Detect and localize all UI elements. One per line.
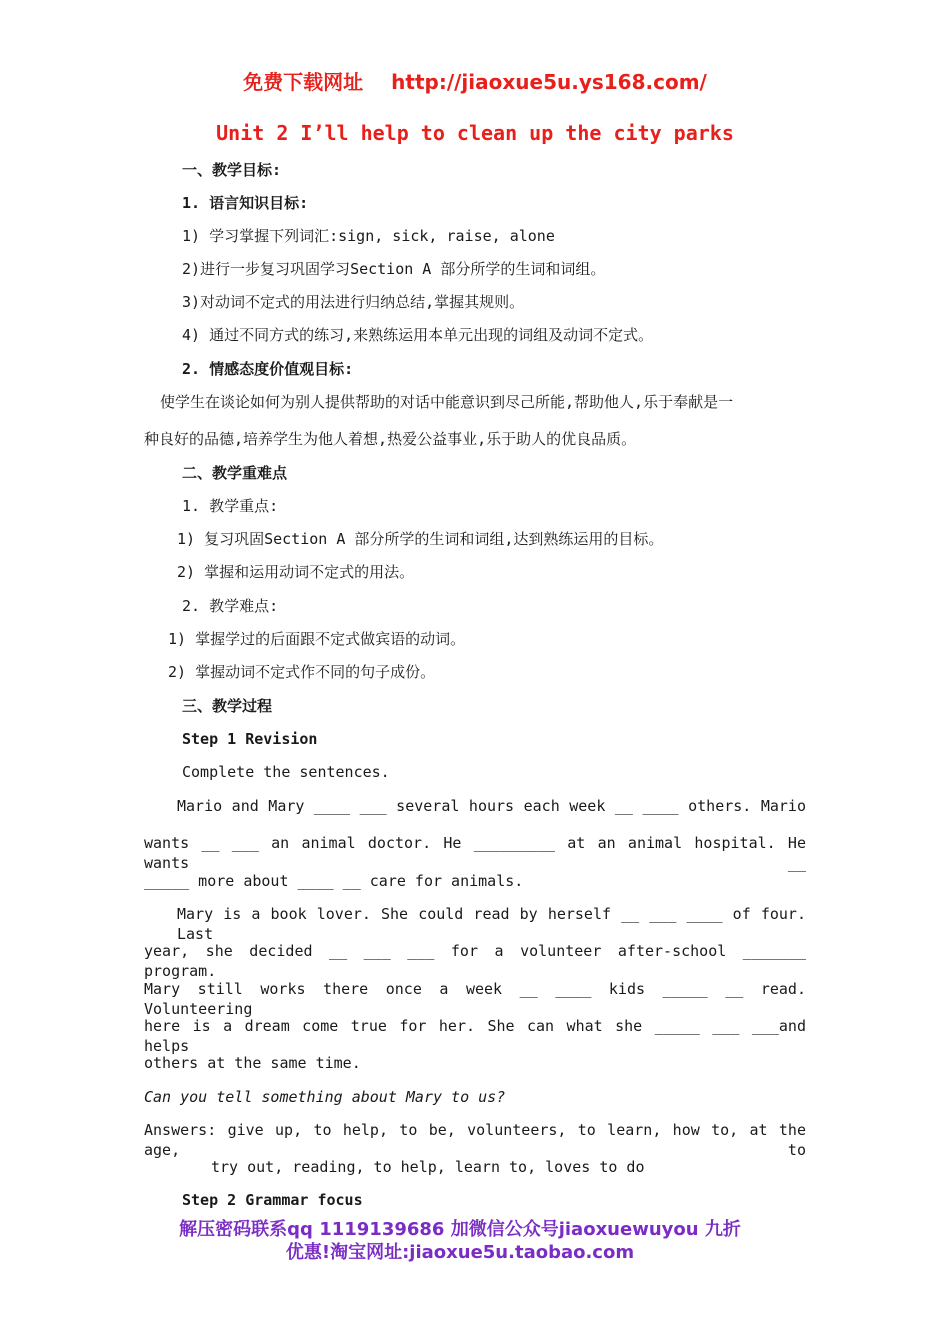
subheading-focus: 1. 教学重点: <box>182 497 279 515</box>
footer-shop-line: 优惠!淘宝网址:jiaoxue5u.taobao.com <box>285 1242 635 1263</box>
download-header <box>0 72 950 92</box>
exercise-line: Mario and Mary ____ ___ several hours each week __ ____ others. Mario <box>177 797 806 815</box>
exercise-line: wants __ ___ an animal doctor. He _________ at an animal hospital. He wants __ <box>144 834 806 872</box>
section-heading-objectives: 一、教学目标: <box>182 161 282 179</box>
subheading-language-goals: 1. 语言知识目标: <box>182 194 309 212</box>
exercise-line: year, she decided __ ___ ___ for a volunteer after-school _______ program. <box>144 942 806 980</box>
step1-instruction: Complete the sentences. <box>182 763 390 781</box>
answers-line: Answers: give up, to help, to be, volunteers, to learn, how to, at the age, to <box>144 1121 806 1159</box>
subheading-difficulty: 2. 教学难点: <box>182 597 279 615</box>
list-item: 2) 掌握动词不定式作不同的句子成份。 <box>168 663 436 681</box>
list-item: 2)进行一步复习巩固学习Section A 部分所学的生词和词组。 <box>182 260 606 278</box>
subheading-attitude-goals: 2. 情感态度价值观目标: <box>182 360 354 378</box>
list-item: 1) 掌握学过的后面跟不定式做宾语的动词。 <box>168 630 466 648</box>
answers-line: try out, reading, to help, learn to, loves to do <box>211 1158 645 1176</box>
exercise-line: here is a dream come true for her. She can what she _____ ___ ___and helps <box>144 1017 806 1055</box>
list-item: 4) 通过不同方式的练习,来熟练运用本单元出现的词组及动词不定式。 <box>182 326 654 344</box>
download-label: 免费下载网址 <box>243 70 364 94</box>
exercise-line: _____ more about ____ __ care for animals. <box>144 872 524 890</box>
section-heading-process: 三、教学过程 <box>182 697 273 715</box>
list-item: 2) 掌握和运用动词不定式的用法。 <box>177 563 415 581</box>
exercise-line: Mary still works there once a week __ ____ kids _____ __ read. Volunteering <box>144 980 806 1018</box>
exercise-line: Mary is a book lover. She could read by herself __ ___ ____ of four. Last <box>177 905 806 943</box>
download-url-link[interactable]: http://jiaoxue5u.ys168.com/ <box>391 70 707 94</box>
section-heading-key-points: 二、教学重难点 <box>182 464 288 482</box>
paragraph-line: 使学生在谈论如何为别人提供帮助的对话中能意识到尽己所能,帮助他人,乐于奉献是一 <box>160 393 734 411</box>
list-item: 1) 学习掌握下列词汇:sign, sick, raise, alone <box>182 227 555 245</box>
list-item: 3)对动词不定式的用法进行归纳总结,掌握其规则。 <box>182 293 525 311</box>
discussion-question: Can you tell something about Mary to us? <box>144 1088 506 1106</box>
step2-heading: Step 2 Grammar focus <box>182 1191 363 1209</box>
list-item: 1) 复习巩固Section A 部分所学的生词和词组,达到熟练运用的目标。 <box>177 530 664 548</box>
paragraph-line: 种良好的品德,培养学生为他人着想,热爱公益事业,乐于助人的优良品质。 <box>144 430 637 448</box>
page-title: Unit 2 I’ll help to clean up the city parks <box>216 121 734 145</box>
step1-heading: Step 1 Revision <box>182 730 318 748</box>
exercise-line: others at the same time. <box>144 1054 361 1072</box>
footer-contact-line: 解压密码联系qq 1119139686 加微信公众号jiaoxuewuyou 九折 <box>179 1219 741 1240</box>
